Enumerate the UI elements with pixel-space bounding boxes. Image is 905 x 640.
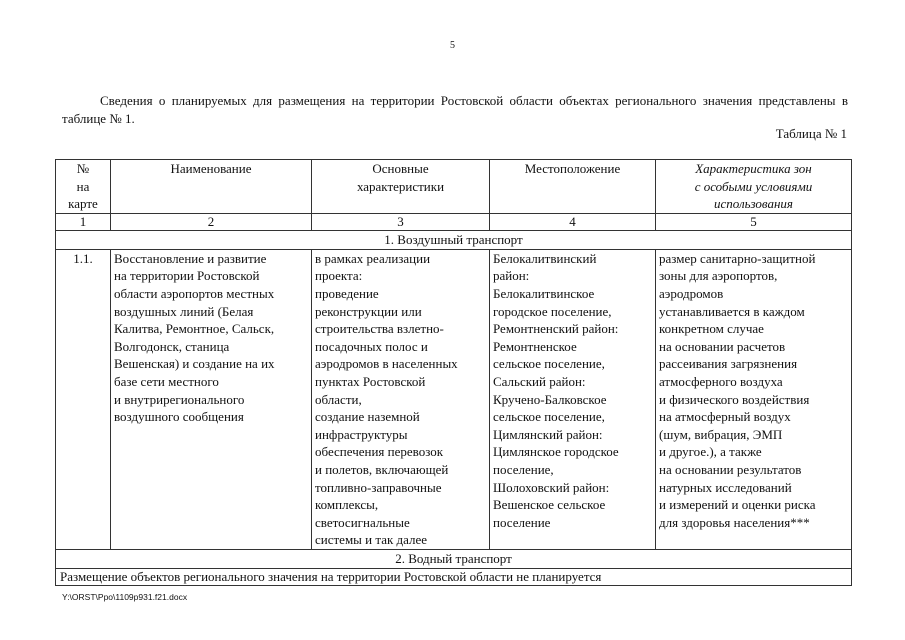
section-row <box>56 549 852 568</box>
footer-file-path: Y:\ORST\Ppo\1109p931.f21.docx <box>62 592 188 602</box>
table-header-row <box>56 160 852 214</box>
objects-table <box>55 159 852 586</box>
row-characteristics: в рамках реализации проекта: проведение реконструкции или строительства взлетно- посадочных полос и аэродромов в населенных пунктах Ростовской области, создание наземной инфраструктуры обеспечения перевозок и полетов, включающей топливно-заправочные комплексы, светосигнальные системы и так далее <box>312 249 490 549</box>
column-number: 2 <box>111 213 312 230</box>
section-note-water: Размещение объектов регионального значения на территории Ростовской области не планируется <box>56 568 852 585</box>
column-number: 3 <box>312 213 490 230</box>
note-row <box>56 568 852 585</box>
table-label: Таблица № 1 <box>775 126 847 141</box>
header-zones: Характеристика зон с особыми условиями использования <box>656 160 852 214</box>
header-map-number: № на карте <box>56 160 111 214</box>
header-name: Наименование <box>111 160 312 214</box>
section-row <box>56 230 852 249</box>
table-row <box>56 249 852 549</box>
column-number: 1 <box>56 213 111 230</box>
row-zones: размер санитарно-защитной зоны для аэропортов, аэродромов устанавливается в каждом конкретном случае на основании расчетов рассеивания загрязнения атмосферного воздуха и физического воздействия на атмосферный воздух (шум, вибрация, ЭМП и другое.), а также на основании результатов натурных исследований и измерений и оценки риска для здоровья населения*** <box>656 249 852 549</box>
column-numbers-row <box>56 213 852 230</box>
column-number: 5 <box>656 213 852 230</box>
row-name: Восстановление и развитие на территории Ростовской области аэропортов местных воздушных линий (Белая Калитва, Ремонтное, Сальск, Волгодонск, станица Вешенская) и создание на их базе сети местного и внутрирегионального воздушного сообщения <box>111 249 312 549</box>
page-number: 5 <box>450 40 455 51</box>
row-number: 1.1. <box>56 249 111 549</box>
intro-paragraph: Сведения о планируемых для размещения на территории Ростовской области объектах регионального значения представлены в таблице № 1. <box>62 93 848 126</box>
column-number: 4 <box>490 213 656 230</box>
row-location: Белокалитвинский район: Белокалитвинское городское поселение, Ремонтненский район: Ремонтненское сельское поселение, Сальский район: Кручено-Балковское сельское поселение, Цимлянский район: Цимлянское городское поселение, Шолоховский район: Вешенское сельское поселение <box>490 249 656 549</box>
header-characteristics: Основные характеристики <box>312 160 490 214</box>
section-title-air: 1. Воздушный транспорт <box>56 230 852 249</box>
section-title-water: 2. Водный транспорт <box>56 549 852 568</box>
header-location: Местоположение <box>490 160 656 214</box>
